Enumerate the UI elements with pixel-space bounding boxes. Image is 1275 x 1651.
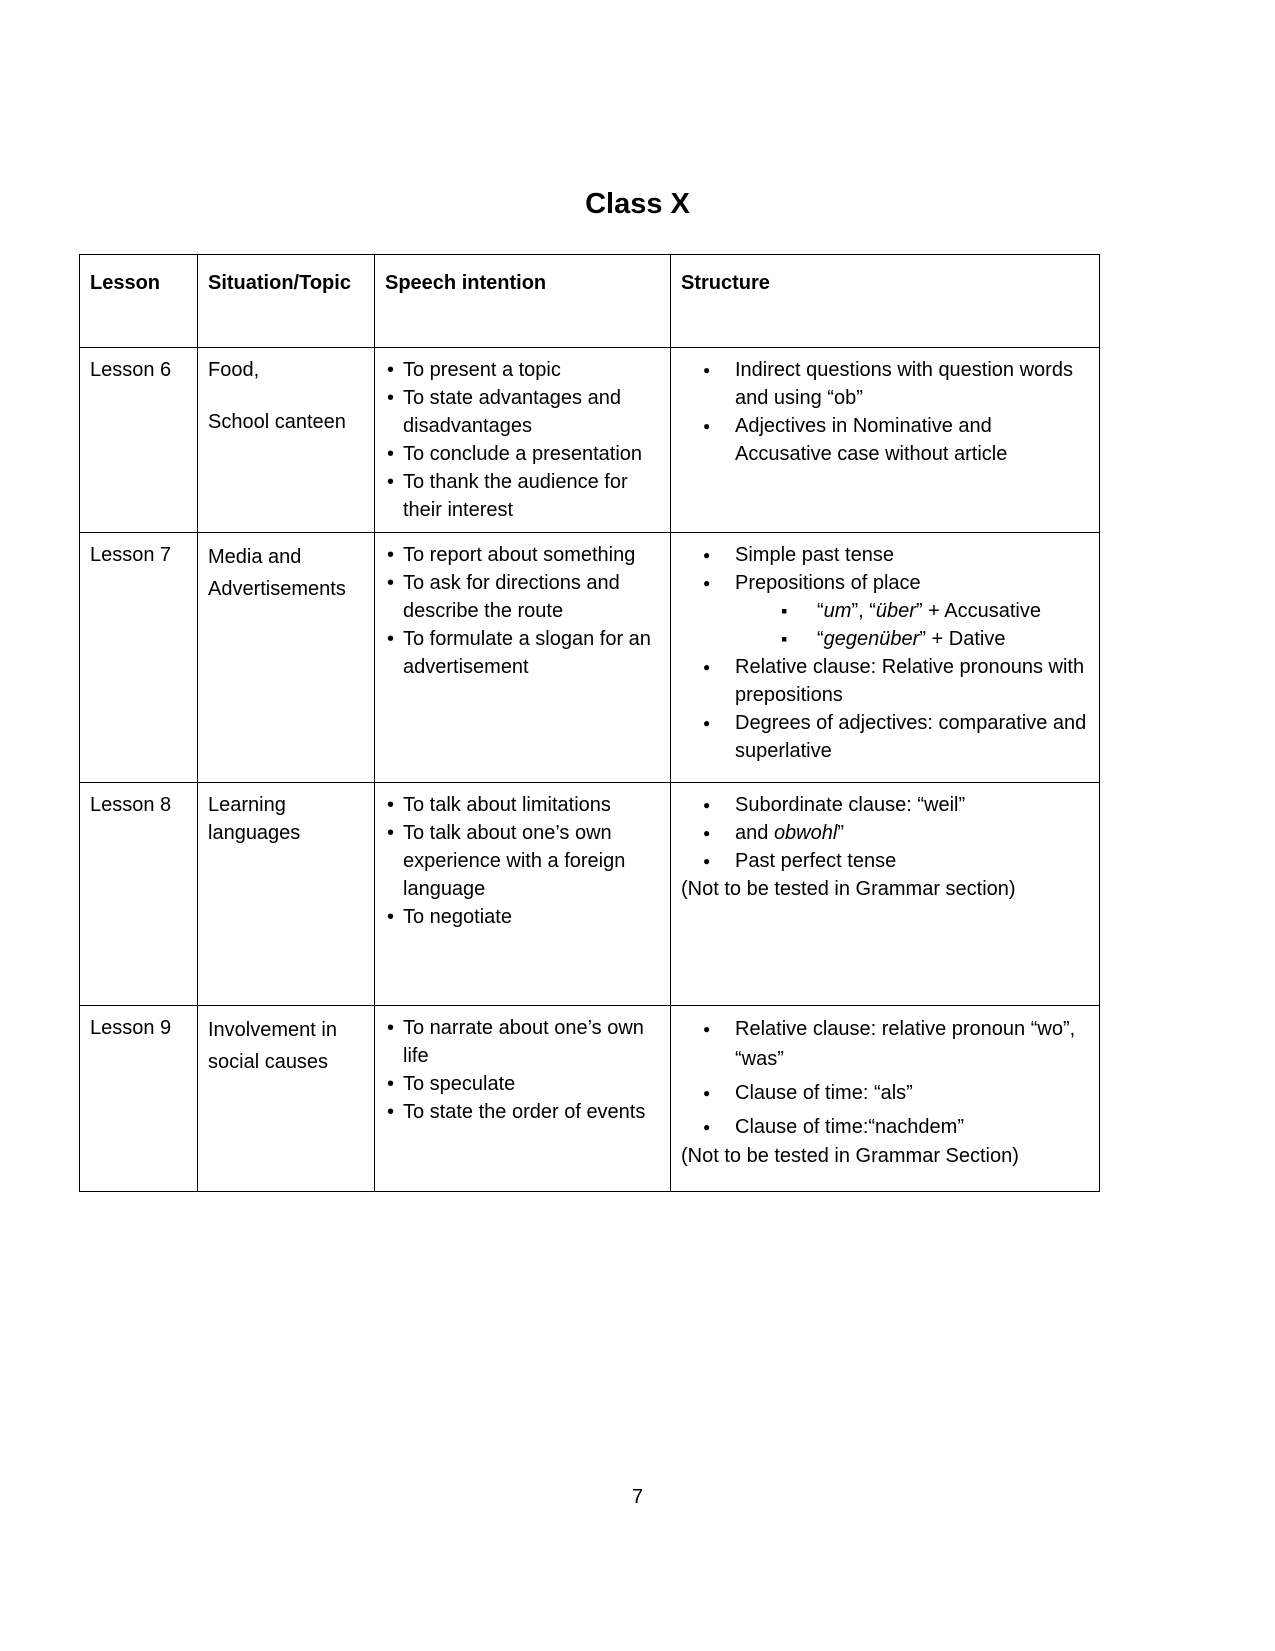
list-item: • To narrate about one’s own life xyxy=(385,1014,660,1070)
list-item: ● Subordinate clause: “weil” xyxy=(681,791,1089,819)
list-item: • To report about something xyxy=(385,541,660,569)
list-item: ● Clause of time:“nachdem” xyxy=(681,1112,1089,1142)
list-item: • To state the order of events xyxy=(385,1098,660,1126)
speech-cell xyxy=(375,348,671,533)
lesson-cell: Lesson 6 xyxy=(80,348,198,533)
list-item: ● Adjectives in Nominative and Accusative case without article xyxy=(681,412,1089,468)
speech-cell xyxy=(375,1006,671,1192)
speech-cell xyxy=(375,783,671,1006)
list-item: • To conclude a presentation xyxy=(385,440,660,468)
list-item: • To present a topic xyxy=(385,356,660,384)
lesson-cell: Lesson 9 xyxy=(80,1006,198,1192)
list-item: ● Indirect questions with question words and using “ob” xyxy=(681,356,1089,412)
sub-list-item: ▪ “um”, “über” + Accusative xyxy=(681,597,1089,625)
header-structure: Structure xyxy=(671,255,1100,348)
header-situation-topic: Situation/Topic xyxy=(198,255,375,348)
table-header-row xyxy=(80,255,1100,348)
grammar-note: (Not to be tested in Grammar Section) xyxy=(681,1145,1019,1167)
topic-line: Media and Advertisements xyxy=(208,546,346,600)
lesson-cell: Lesson 7 xyxy=(80,533,198,783)
list-item-text: Prepositions of place xyxy=(735,572,921,594)
syllabus-table xyxy=(79,254,1100,1192)
list-item: ● Past perfect tense xyxy=(681,847,1089,875)
sub-list-item: ▪ “gegenüber” + Dative xyxy=(681,625,1089,653)
list-item: ● Simple past tense xyxy=(681,541,1089,569)
structure-cell xyxy=(671,348,1100,533)
list-item: • To negotiate xyxy=(385,903,660,931)
list-item: ● and obwohl” xyxy=(681,819,1089,847)
grammar-note: (Not to be tested in Grammar section) xyxy=(681,878,1016,900)
topic-line: School canteen xyxy=(208,411,346,433)
table-row xyxy=(80,348,1100,533)
topic-cell xyxy=(198,348,375,533)
page-title: Class X xyxy=(585,188,690,220)
list-item: • To thank the audience for their interest xyxy=(385,468,660,524)
list-item: ● Clause of time: “als” xyxy=(681,1078,1089,1108)
list-item: ● Degrees of adjectives: comparative and superlative xyxy=(681,709,1089,765)
list-item: • To speculate xyxy=(385,1070,660,1098)
list-item: • To talk about limitations xyxy=(385,791,660,819)
list-item: • To state advantages and disadvantages xyxy=(385,384,660,440)
structure-cell xyxy=(671,1006,1100,1192)
topic-line: Food, xyxy=(208,359,260,381)
topic-cell xyxy=(198,1006,375,1192)
structure-cell xyxy=(671,533,1100,783)
page-number: 7 xyxy=(631,1486,644,1508)
header-speech-intention: Speech intention xyxy=(375,255,671,348)
lesson-cell: Lesson 8 xyxy=(80,783,198,1006)
speech-cell xyxy=(375,533,671,783)
topic-line: Involvement in social causes xyxy=(208,1019,337,1073)
topic-cell xyxy=(198,783,375,1006)
topic-cell xyxy=(198,533,375,783)
list-item: • To talk about one’s own experience with a foreign language xyxy=(385,819,660,903)
structure-cell xyxy=(671,783,1100,1006)
list-item: • To ask for directions and describe the route xyxy=(385,569,660,625)
header-lesson: Lesson xyxy=(80,255,198,348)
list-item xyxy=(681,569,1089,653)
table-row xyxy=(80,533,1100,783)
table-row xyxy=(80,1006,1100,1192)
list-item: ● Relative clause: relative pronoun “wo”, “was” xyxy=(681,1014,1089,1074)
list-item: • To formulate a slogan for an advertisement xyxy=(385,625,660,681)
list-item: ● Relative clause: Relative pronouns with prepositions xyxy=(681,653,1089,709)
table-row xyxy=(80,783,1100,1006)
topic-line: Learning languages xyxy=(208,794,301,844)
